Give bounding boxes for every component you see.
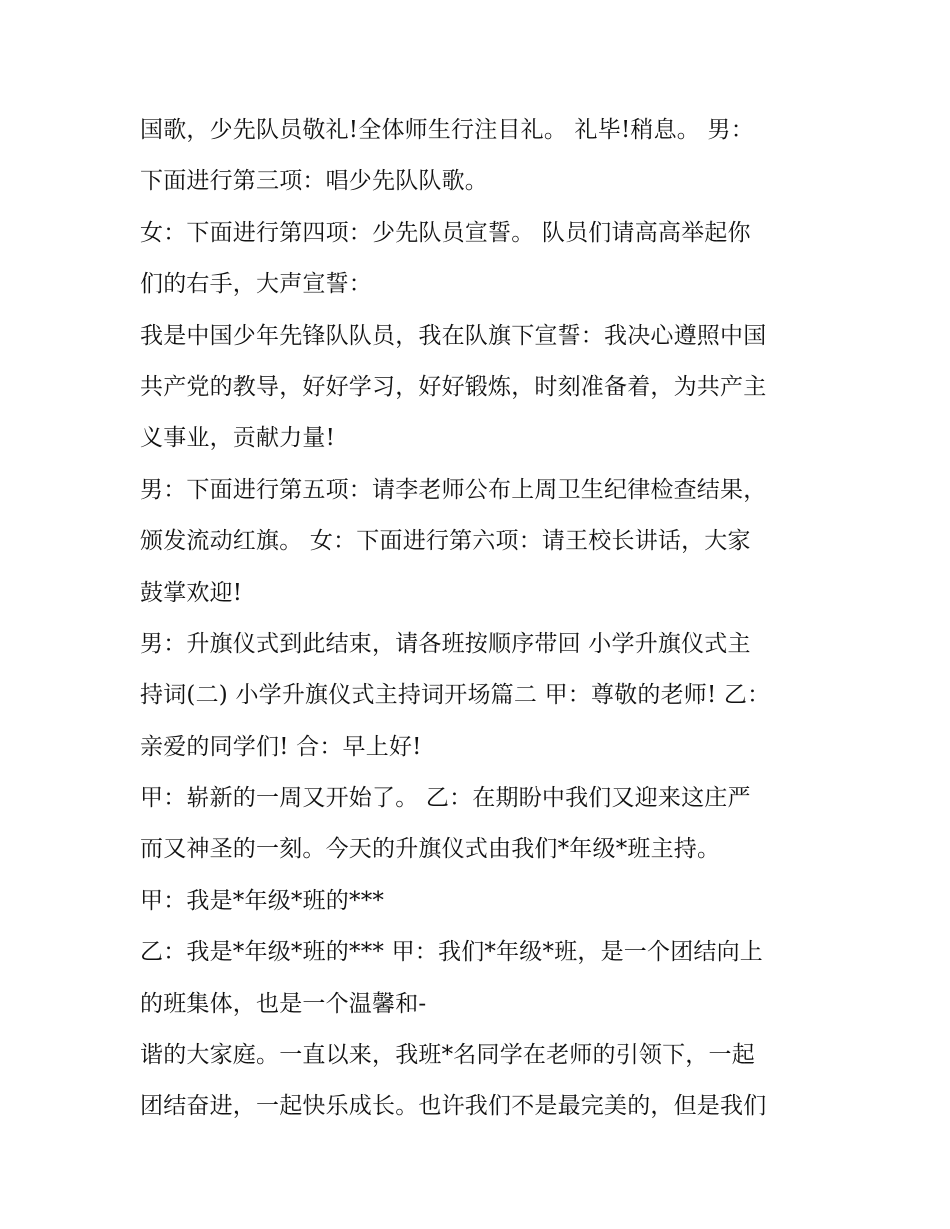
text-line: 国歌，少先队员敬礼!全体师生行注目礼。 礼毕!稍息。 男：: [140, 117, 754, 143]
text-line: 男：升旗仪式到此结束，请各班按顺序带回 小学升旗仪式主: [140, 630, 751, 657]
text-line: 颁发流动红旗。 女：下面进行第六项：请王校长讲话，大家: [140, 528, 751, 555]
text-line: 甲：崭新的一周又开始了。 乙：在期盼中我们又迎来这庄严: [140, 785, 751, 812]
text-line: 谐的大家庭。一直以来，我班*名同学在老师的引领下，一起: [140, 1042, 755, 1069]
text-line: 甲：我是*年级*班的***: [140, 887, 385, 914]
text-line: 们的右手，大声宣誓：: [140, 271, 372, 298]
document-body: [140, 108, 820, 1136]
text-line: 而又神圣的一刻。今天的升旗仪式由我们*年级*班主持。: [140, 836, 721, 863]
text-line: 乙：我是*年级*班的*** 甲：我们*年级*班，是一个团结向上: [140, 939, 764, 966]
text-line: 的班集体，也是一个温馨和-: [140, 990, 427, 1017]
text-line: 义事业，贡献力量!: [140, 425, 336, 452]
text-line: 我是中国少年先锋队队员，我在队旗下宣誓：我决心遵照中国: [140, 322, 767, 349]
text-line: 下面进行第三项：唱少先队队歌。: [140, 168, 488, 195]
text-line: 男：下面进行第五项：请李老师公布上周卫生纪律检查结果，: [140, 476, 767, 503]
text-line: 共产党的教导，好好学习，好好锻炼，时刻准备着，为共产主: [140, 373, 767, 400]
text-line: 亲爱的同学们! 合：早上好!: [140, 733, 422, 760]
text-line: 持词(二) 小学升旗仪式主持词开场篇二 甲：尊敬的老师! 乙：: [140, 682, 771, 709]
text-line: 女：下面进行第四项：少先队员宣誓。 队员们请高高举起你: [140, 219, 751, 246]
text-line: 团结奋进，一起快乐成长。也许我们不是最完美的，但是我们: [140, 1093, 767, 1120]
text-line: 鼓掌欢迎!: [140, 579, 243, 606]
